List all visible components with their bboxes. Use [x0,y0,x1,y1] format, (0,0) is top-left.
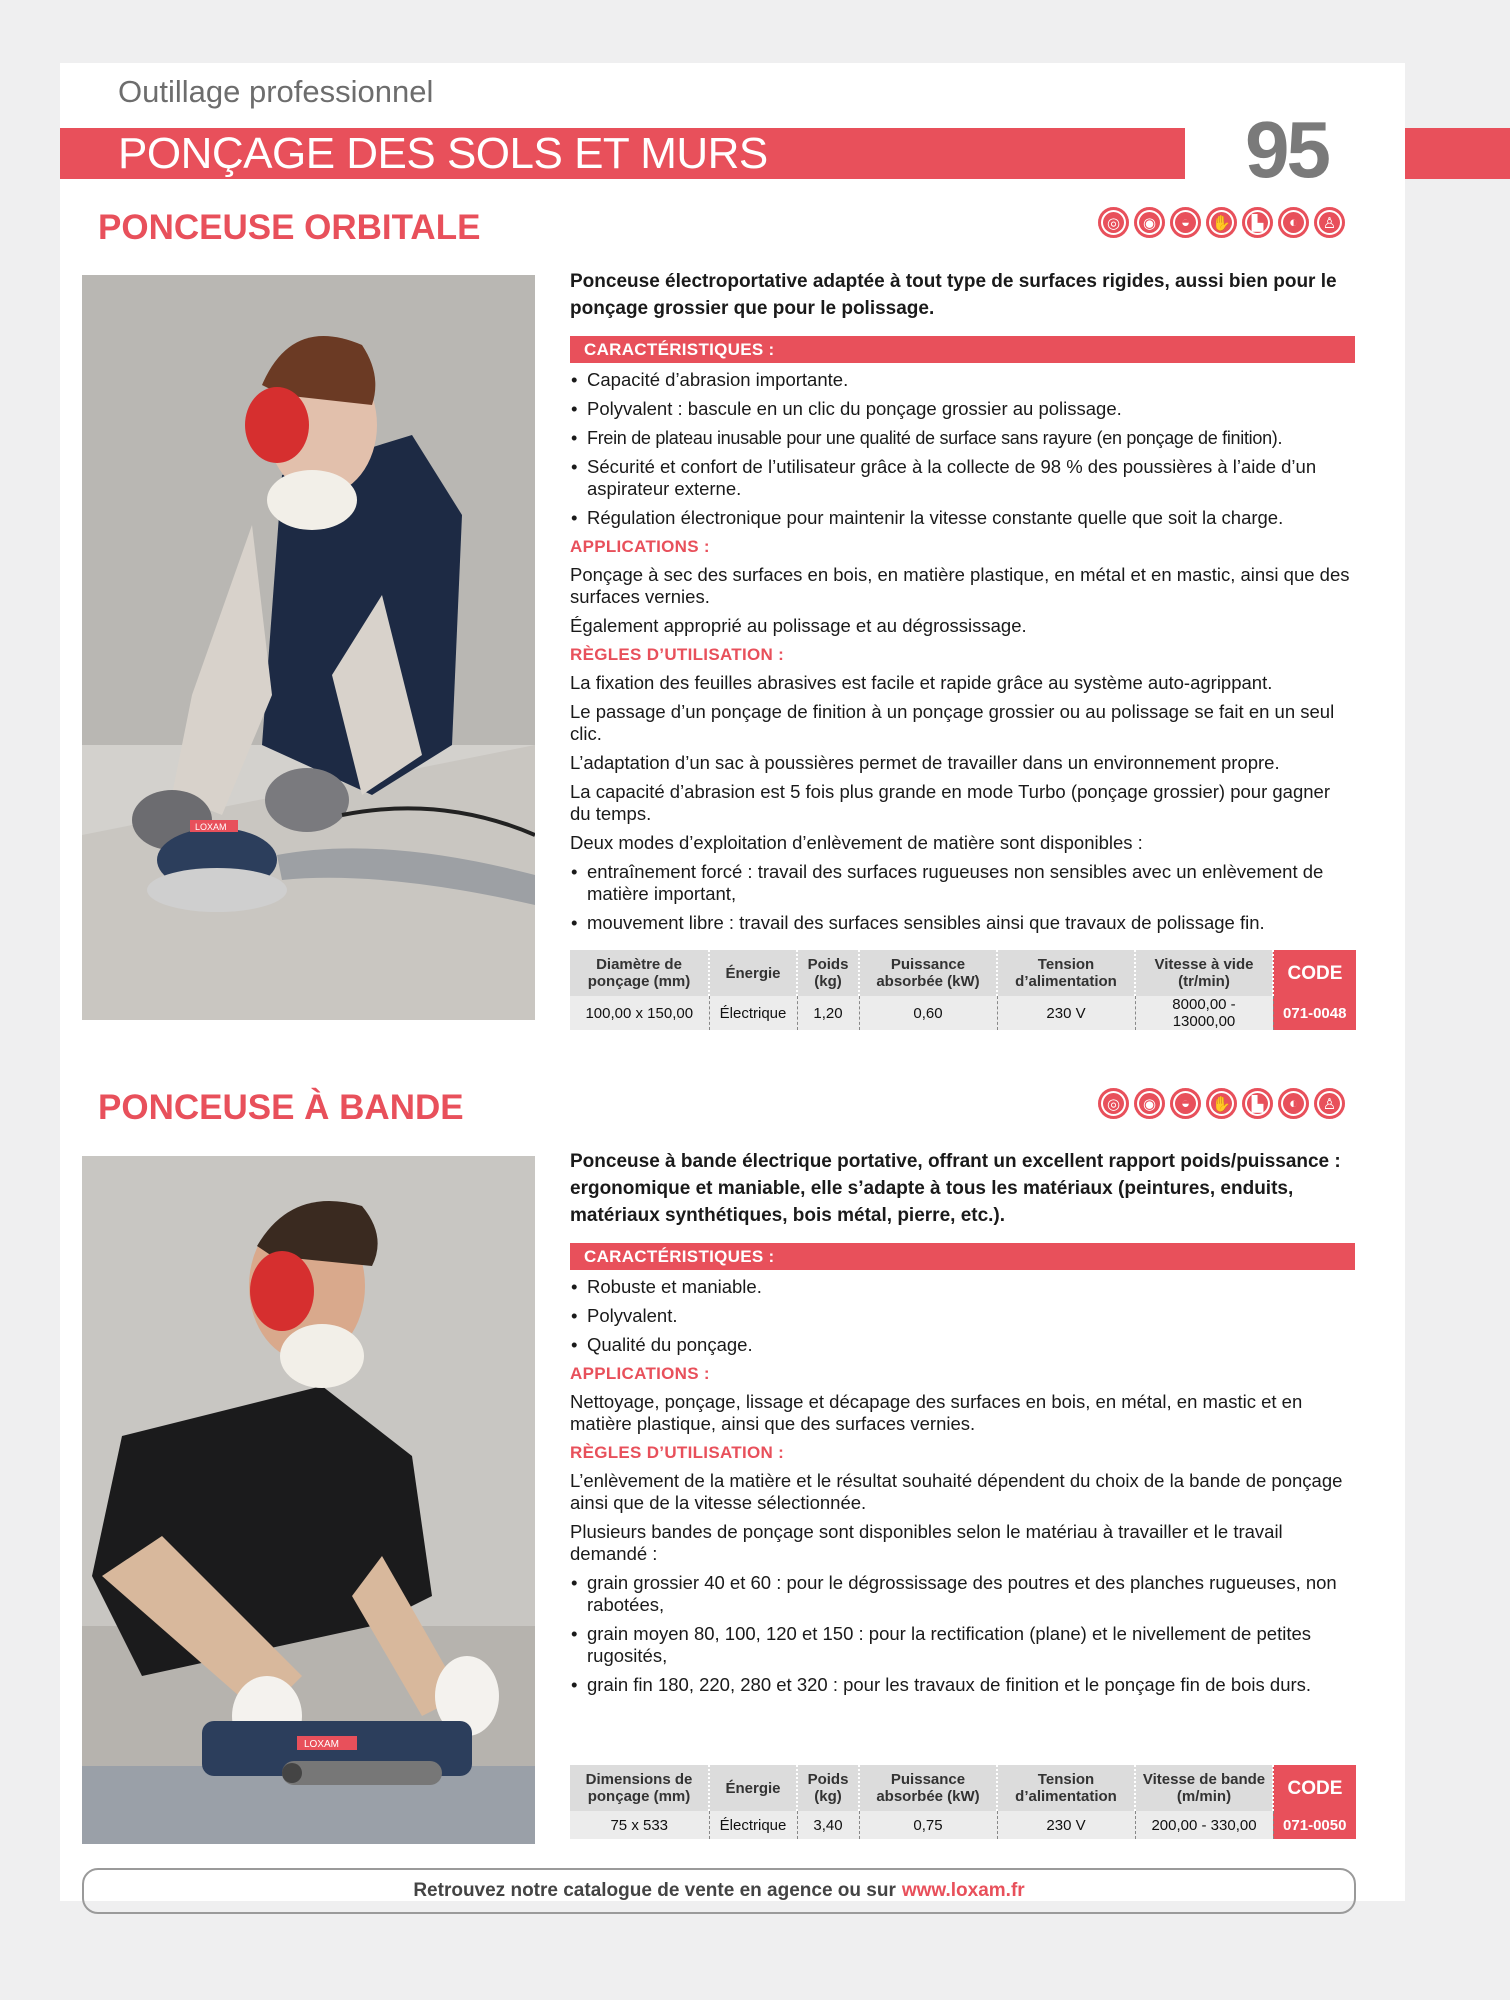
dust-mask-icon: ◒ [1170,207,1201,238]
spec-table-belt [570,1765,1356,1839]
page-number: 95 [1245,105,1328,194]
table-header: Poids (kg) [797,1765,859,1811]
list-item: • Polyvalent. [570,1305,1355,1327]
table-row [570,996,1356,1030]
table-header-row [570,1765,1356,1811]
ppe-icons-orbital [1098,207,1345,238]
photo-belt-sander [82,1156,535,1844]
list-item: • Robuste et maniable. [570,1276,1355,1298]
product-code: 071-0050 [1273,1811,1356,1839]
table-header-code: CODE [1273,950,1356,996]
product1-features [570,369,1355,529]
ear-protection-icon: ◉ [1134,207,1165,238]
table-header: Tension d’alimentation [997,950,1135,996]
list-item: • Qualité du ponçage. [570,1334,1355,1356]
table-cell: 200,00 - 330,00 [1135,1811,1273,1839]
table-header: Poids (kg) [797,950,859,996]
list-item: • grain fin 180, 220, 280 et 320 : pour les travaux de finition et le ponçage fin de bois durs. [570,1674,1355,1696]
table-cell: 0,75 [859,1811,997,1839]
list-item: • Capacité d’abrasion importante. [570,369,1355,391]
table-cell: 75 x 533 [570,1811,709,1839]
table-cell: 230 V [997,1811,1135,1839]
table-cell: 230 V [997,996,1135,1030]
paragraph: Le passage d’un ponçage de finition à un ponçage grossier ou au polissage se fait en un seul clic. [570,701,1335,744]
table-header-code: CODE [1273,1765,1356,1811]
footer-text: Retrouvez notre catalogue de vente en agence ou sur [413,1880,896,1901]
list-item: • Polyvalent : bascule en un clic du ponçage grossier au polissage. [570,398,1355,420]
table-header: Énergie [709,1765,797,1811]
paragraph: L’adaptation d’un sac à poussières permet de travailler dans un environnement propre. [570,752,1280,773]
product1-intro: Ponceuse électroportative adaptée à tout type de surfaces rigides, aussi bien pour le ponçage grossier que pour le polissage. [570,271,1337,319]
list-item: • Frein de plateau inusable pour une qualité de surface sans rayure (en ponçage de finition). [570,427,1355,449]
list-item: • grain grossier 40 et 60 : pour le dégrossissage des poutres et des planches rugueuses, non rabotées, [570,1572,1355,1616]
table-header: Vitesse de bande (m/min) [1135,1765,1273,1811]
paragraph: La fixation des feuilles abrasives est facile et rapide grâce au système auto-agrippant. [570,672,1273,693]
table-cell: 3,40 [797,1811,859,1839]
spec-table-orbital [570,950,1356,1030]
product1-rules-bullets [570,861,1355,934]
list-item: • Régulation électronique pour maintenir la vitesse constante quelle que soit la charge. [570,507,1355,529]
product2-rules-label: RÈGLES D’UTILISATION : [570,1443,785,1462]
list-item: • entraînement forcé : travail des surfaces rugueuses non sensibles avec un enlèvement de matière important, [570,861,1355,905]
table-cell: 8000,00 - 13000,00 [1135,996,1273,1030]
footer-link[interactable]: www.loxam.fr [901,1880,1025,1901]
table-cell: Électrique [709,1811,797,1839]
gloves-icon: ✋ [1206,1088,1237,1119]
table-row [570,1811,1356,1839]
table-header: Diamètre de ponçage (mm) [570,950,709,996]
footer-banner [82,1868,1356,1914]
face-shield-icon: ◐ [1278,207,1309,238]
list-item: • grain moyen 80, 100, 120 et 150 : pour la rectification (plane) et le nivellement de petites rugosités, [570,1623,1355,1667]
product2-features-label: CARACTÉRISTIQUES : [570,1243,1355,1270]
table-cell: 100,00 x 150,00 [570,996,709,1030]
paragraph: Plusieurs bandes de ponçage sont disponibles selon le matériau à travailler et le travail demandé : [570,1521,1283,1564]
table-cell: Électrique [709,996,797,1030]
goggles-icon: ◎ [1098,1088,1129,1119]
section-label: Outillage professionnel [118,74,434,109]
product2-rules-bullets [570,1572,1355,1696]
product1-rules-label: RÈGLES D’UTILISATION : [570,645,785,664]
paragraph: Nettoyage, ponçage, lissage et décapage des surfaces en bois, en métal, en mastic et en matière plastique, ainsi que des surfaces vernies. [570,1391,1303,1434]
product1-text [570,268,1355,941]
product1-applications-label: APPLICATIONS : [570,537,710,556]
coverall-icon: ♙ [1314,207,1345,238]
table-cell: 1,20 [797,996,859,1030]
safety-boots-icon: ▙ [1242,207,1273,238]
paragraph: La capacité d’abrasion est 5 fois plus grande en mode Turbo (ponçage grossier) pour gagner du temps. [570,781,1330,824]
list-item: • Sécurité et confort de l’utilisateur grâce à la collecte de 98 % des poussières à l’aide d’un aspirateur externe. [570,456,1355,500]
product1-features-label: CARACTÉRISTIQUES : [570,336,1355,363]
dust-mask-icon: ◒ [1170,1088,1201,1119]
photo-orbital-sander [82,275,535,1020]
table-header: Tension d’alimentation [997,1765,1135,1811]
table-header: Vitesse à vide (tr/min) [1135,950,1273,996]
product2-features [570,1276,1355,1356]
table-header: Puissance absorbée (kW) [859,1765,997,1811]
brand-on-belt-sander: LOXAM [304,1739,340,1750]
product-title-orbital: PONCEUSE ORBITALE [98,208,481,247]
coverall-icon: ♙ [1314,1088,1345,1119]
ear-protection-icon: ◉ [1134,1088,1165,1119]
list-item: • mouvement libre : travail des surfaces sensibles ainsi que travaux de polissage fin. [570,912,1355,934]
paragraph: L’enlèvement de la matière et le résultat souhaité dépendent du choix de la bande de ponçage ainsi que de la vitesse sélectionnée. [570,1470,1343,1513]
paragraph: Ponçage à sec des surfaces en bois, en matière plastique, en métal et en mastic, ainsi que des surfaces vernies. [570,564,1350,607]
right-accent-strip [1405,128,1510,179]
product-title-belt: PONCEUSE À BANDE [98,1088,464,1127]
table-header: Énergie [709,950,797,996]
table-header-row [570,950,1356,996]
table-header: Dimensions de ponçage (mm) [570,1765,709,1811]
product2-intro: Ponceuse à bande électrique portative, offrant un excellent rapport poids/puissance : ergonomique et maniable, elle s’adapte à tous les matériaux (peintures, enduits, matériaux synthétiques, bois métal, pierre, etc.). [570,1151,1341,1226]
paragraph: Également approprié au polissage et au dégrossissage. [570,615,1027,636]
table-header: Puissance absorbée (kW) [859,950,997,996]
safety-boots-icon: ▙ [1242,1088,1273,1119]
table-cell: 0,60 [859,996,997,1030]
gloves-icon: ✋ [1206,207,1237,238]
goggles-icon: ◎ [1098,207,1129,238]
page-title: PONÇAGE DES SOLS ET MURS [118,129,768,178]
ppe-icons-belt [1098,1088,1345,1119]
paragraph: Deux modes d’exploitation d’enlèvement de matière sont disponibles : [570,832,1143,853]
product-code: 071-0048 [1273,996,1356,1030]
face-shield-icon: ◐ [1278,1088,1309,1119]
product2-applications-label: APPLICATIONS : [570,1364,710,1383]
brand-on-sander: LOXAM [195,822,227,832]
product2-text [570,1148,1355,1703]
